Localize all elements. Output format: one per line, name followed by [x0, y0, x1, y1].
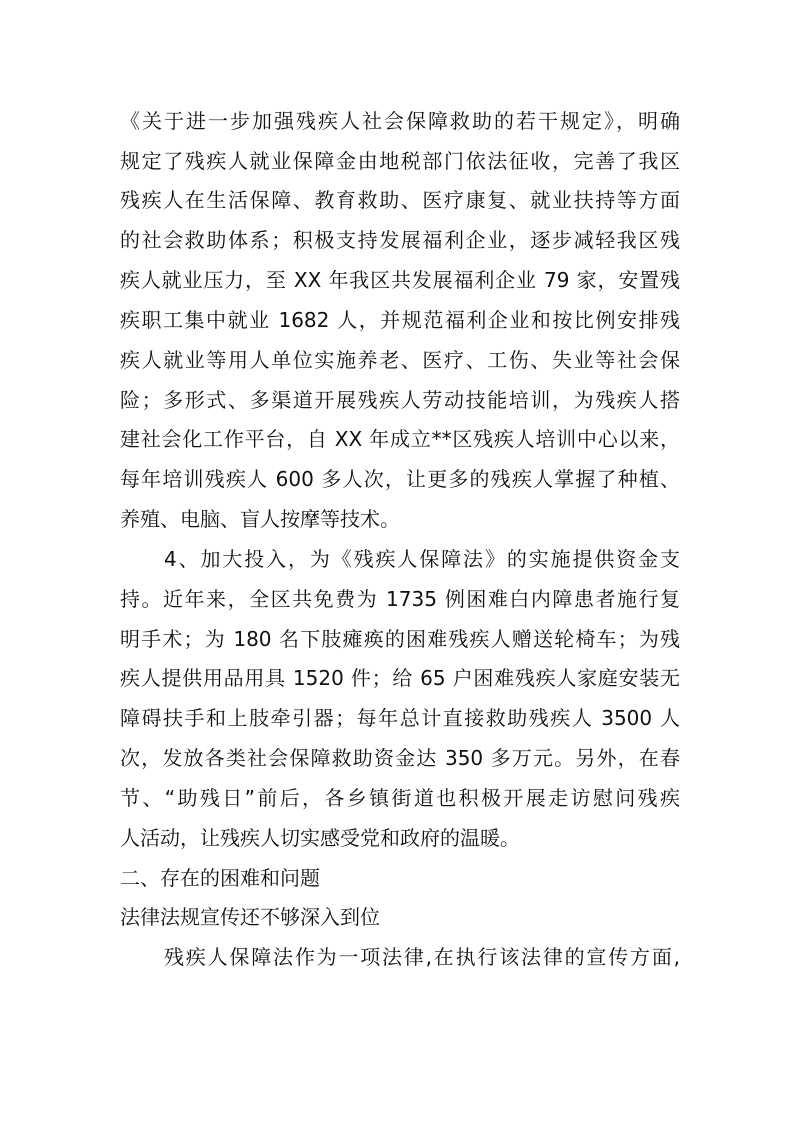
- paragraph-1-line-2: 规定了残疾人就业保障金由地税部门依法征收，完善了我区: [120, 149, 680, 173]
- paragraph-2-line-7: 节、“助残日”前后，各乡镇街道也积极开展走访慰问残疾: [120, 786, 680, 810]
- paragraph-2-line-4: 疾人提供用品用具 1520 件；给 65 户困难残疾人家庭安装无: [120, 666, 680, 690]
- paragraph-2-line-2: 持。近年来，全区共免费为 1735 例困难白内障患者施行复: [120, 587, 680, 611]
- paragraph-2-line-8: 人活动，让残疾人切实感受党和政府的温暖。: [120, 826, 520, 850]
- paragraph-1-line-6: 疾职工集中就业 1682 人，并规范福利企业和按比例安排残: [120, 308, 680, 332]
- paragraph-2-line-6: 次，发放各类社会保障救助资金达 350 多万元。另外，在春: [120, 746, 680, 770]
- paragraph-1-line-1: 《关于进一步加强残疾人社会保障救助的若干规定》，明确: [120, 109, 680, 133]
- paragraph-3-line-1: 残疾人保障法作为一项法律,在执行该法律的宣传方面,: [164, 945, 680, 969]
- section-heading: 二、存在的困难和问题: [120, 866, 320, 890]
- paragraph-1-line-3: 残疾人在生活保障、教育救助、医疗康复、就业扶持等方面: [120, 188, 680, 212]
- paragraph-2-line-5: 障碍扶手和上肢牵引器；每年总计直接救助残疾人 3500 人: [120, 706, 680, 730]
- paragraph-1-line-9: 建社会化工作平台，自 XX 年成立**区残疾人培训中心以来，: [120, 427, 680, 451]
- paragraph-1-line-8: 险；多形式、多渠道开展残疾人劳动技能培训，为残疾人搭: [120, 388, 680, 412]
- paragraph-1-line-4: 的社会救助体系；积极支持发展福利企业，逐步减轻我区残: [120, 228, 680, 252]
- paragraph-1-line-11: 养殖、电脑、盲人按摩等技术。: [120, 507, 400, 531]
- paragraph-1-line-10: 每年培训残疾人 600 多人次，让更多的残疾人掌握了种植、: [120, 467, 680, 491]
- paragraph-2-line-1: 4、加大投入，为《残疾人保障法》的实施提供资金支: [164, 547, 680, 571]
- paragraph-2-line-3: 明手术；为 180 名下肢瘫痪的困难残疾人赠送轮椅车；为残: [120, 627, 680, 651]
- paragraph-1-line-5: 疾人就业压力，至 XX 年我区共发展福利企业 79 家，安置残: [120, 268, 680, 292]
- subheading: 法律法规宣传还不够深入到位: [120, 905, 380, 929]
- paragraph-1-line-7: 疾人就业等用人单位实施养老、医疗、工伤、失业等社会保: [120, 348, 680, 372]
